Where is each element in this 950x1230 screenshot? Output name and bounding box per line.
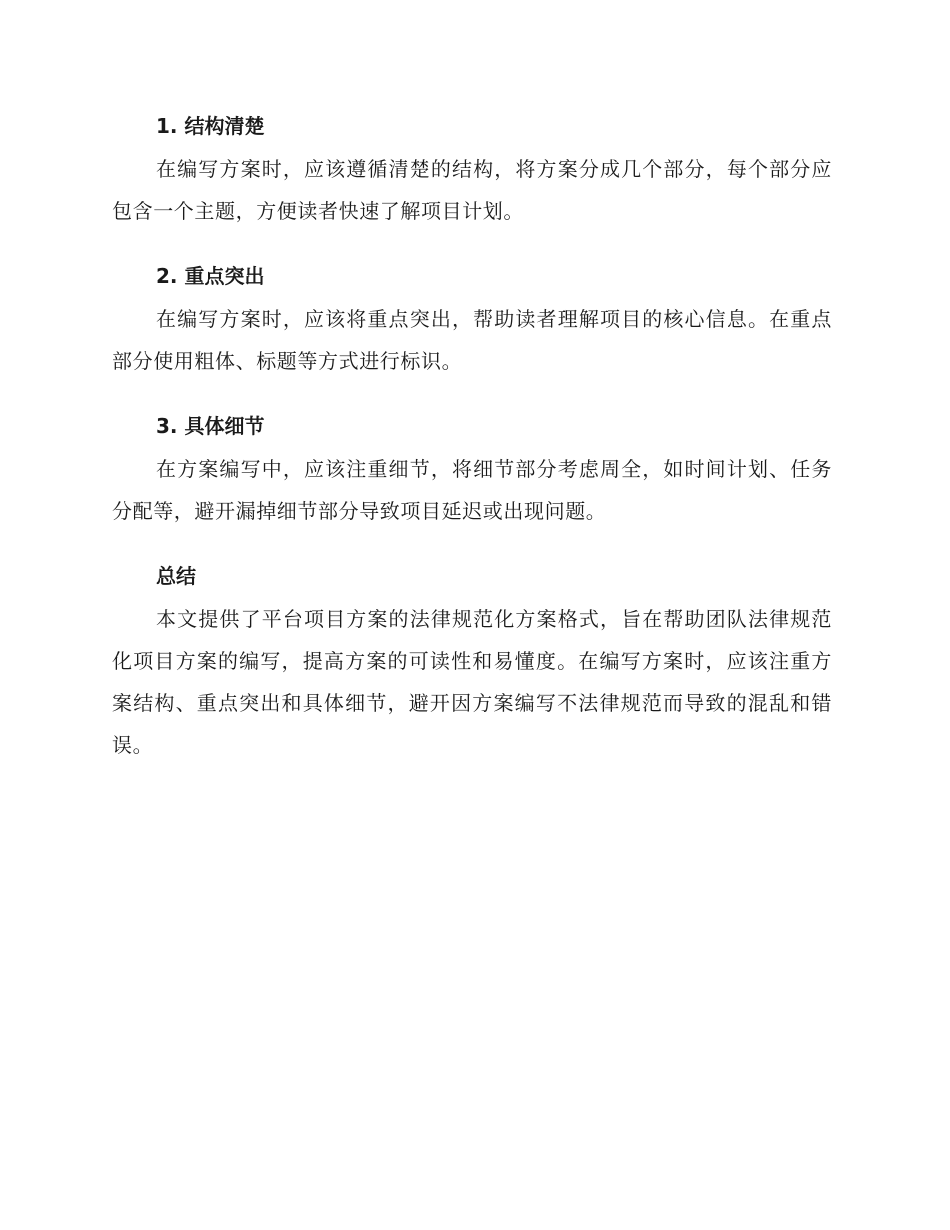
section-paragraph-details: 在方案编写中，应该注重细节，将细节部分考虑周全，如时间计划、任务分配等，避开漏掉细节部分导致项目延迟或出现问题。: [112, 457, 832, 523]
section-heading-emphasis: 2. 重点突出: [156, 264, 265, 288]
section-paragraph-emphasis: 在编写方案时，应该将重点突出，帮助读者理解项目的核心信息。在重点部分使用粗体、标题等方式进行标识。: [112, 307, 832, 373]
section-heading-summary: 总结: [156, 564, 196, 588]
section-paragraph-summary: 本文提供了平台项目方案的法律规范化方案格式，旨在帮助团队法律规范化项目方案的编写，提高方案的可读性和易懂度。在编写方案时，应该注重方案结构、重点突出和具体细节，避开因方案编写不法律规范而导致的混乱和错误。: [112, 607, 832, 757]
section-heading-structure: 1. 结构清楚: [156, 114, 265, 138]
section-paragraph-structure: 在编写方案时，应该遵循清楚的结构，将方案分成几个部分，每个部分应包含一个主题，方便读者快速了解项目计划。: [112, 157, 832, 223]
document-body: [112, 104, 832, 788]
section-heading-details: 3. 具体细节: [156, 414, 265, 438]
